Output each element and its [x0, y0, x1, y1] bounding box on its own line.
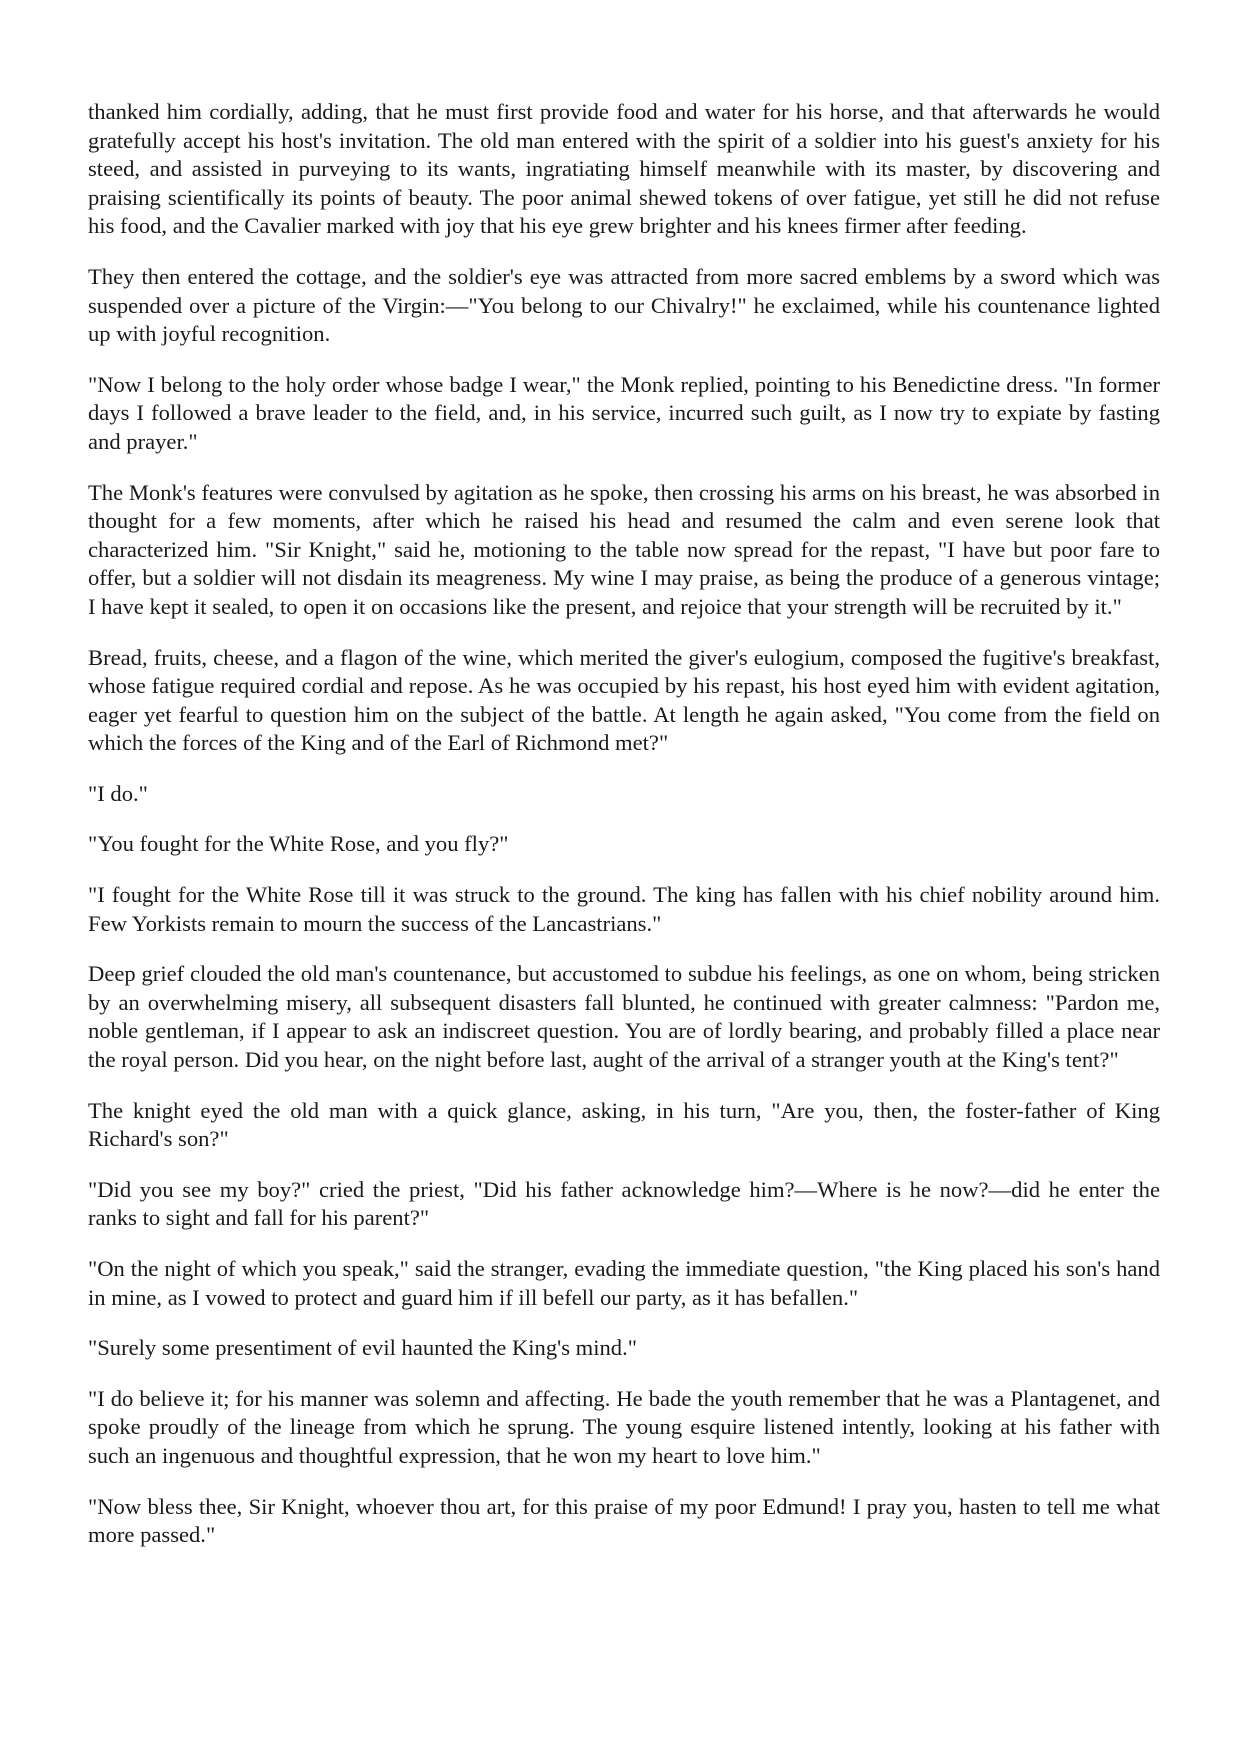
document-page: [88, 98, 1160, 1572]
paragraph: "Did you see my boy?" cried the priest, "Did his father acknowledge him?—Where is he now?—did he enter the ranks to sight and fall for his parent?": [88, 1176, 1160, 1231]
paragraph: "Now I belong to the holy order whose badge I wear," the Monk replied, pointing to his Benedictine dress. "In former days I followed a brave leader to the field, and, in his service, incurred such guilt, as I now try to expiate by fasting and prayer.": [88, 371, 1160, 454]
paragraph: thanked him cordially, adding, that he must first provide food and water for his horse, and that afterwards he would gratefully accept his host's invitation. The old man entered with the spirit of a soldier into his guest's anxiety for his steed, and assisted in purveying to its wants, ingratiating himself meanwhile with its master, by discovering and praising scientifically its points of beauty. The poor animal shewed tokens of over fatigue, yet still he did not refuse his food, and the Cavalier marked with joy that his eye grew brighter and his knees firmer after feeding.: [88, 99, 1160, 239]
paragraph: "Now bless thee, Sir Knight, whoever thou art, for this praise of my poor Edmund! I pray you, hasten to tell me what more passed.": [88, 1493, 1160, 1548]
paragraph: "I fought for the White Rose till it was struck to the ground. The king has fallen with his chief nobility around him. Few Yorkists remain to mourn the success of the Lancastrians.": [88, 882, 1160, 936]
paragraph: "You fought for the White Rose, and you fly?": [88, 831, 509, 857]
paragraph: "I do.": [88, 780, 148, 806]
paragraph: "On the night of which you speak," said the stranger, evading the immediate question, "the King placed his son's hand in mine, as I vowed to protect and guard him if ill befell our party, as it has befallen.": [88, 1256, 1160, 1310]
paragraph: The Monk's features were convulsed by agitation as he spoke, then crossing his arms on his breast, he was absorbed in thought for a few moments, after which he raised his head and resumed the calm and even serene look that characterized him. "Sir Knight," said he, motioning to the table now spread for the repast, "I have but poor fare to offer, but a soldier will not disdain its meagreness. My wine I may praise, as being the produce of a generous vintage; I have kept it sealed, to open it on occasions like the present, and rejoice that your strength will be recruited by it.": [88, 479, 1160, 619]
paragraph: Deep grief clouded the old man's countenance, but accustomed to subdue his feelings, as one on whom, being stricken by an overwhelming misery, all subsequent disasters fall blunted, he continued with greater calmness: "Pardon me, noble gentleman, if I appear to ask an indiscreet question. You are of lordly bearing, and probably filled a place near the royal person. Did you hear, on the night before last, aught of the arrival of a stranger youth at the King's tent?": [88, 961, 1160, 1073]
paragraph: "I do believe it; for his manner was solemn and affecting. He bade the youth remember that he was a Plantagenet, and spoke proudly of the lineage from which he sprung. The young esquire listened intently, looking at his father with such an ingenuous and thoughtful expression, that he won my heart to love him.": [88, 1385, 1160, 1468]
paragraph: "Surely some presentiment of evil haunted the King's mind.": [88, 1335, 637, 1361]
paragraph: They then entered the cottage, and the soldier's eye was attracted from more sacred emblems by a sword which was suspended over a picture of the Virgin:—"You belong to our Chivalry!" he exclaimed, while his countenance lighted up with joyful recognition.: [88, 263, 1160, 347]
paragraph: The knight eyed the old man with a quick glance, asking, in his turn, "Are you, then, the foster-father of King Richard's son?": [88, 1097, 1160, 1152]
paragraph: Bread, fruits, cheese, and a flagon of the wine, which merited the giver's eulogium, composed the fugitive's breakfast, whose fatigue required cordial and repose. As he was occupied by his repast, his host eyed him with evident agitation, eager yet fearful to question him on the subject of the battle. At length he again asked, "You come from the field on which the forces of the King and of the Earl of Richmond met?": [88, 644, 1160, 756]
